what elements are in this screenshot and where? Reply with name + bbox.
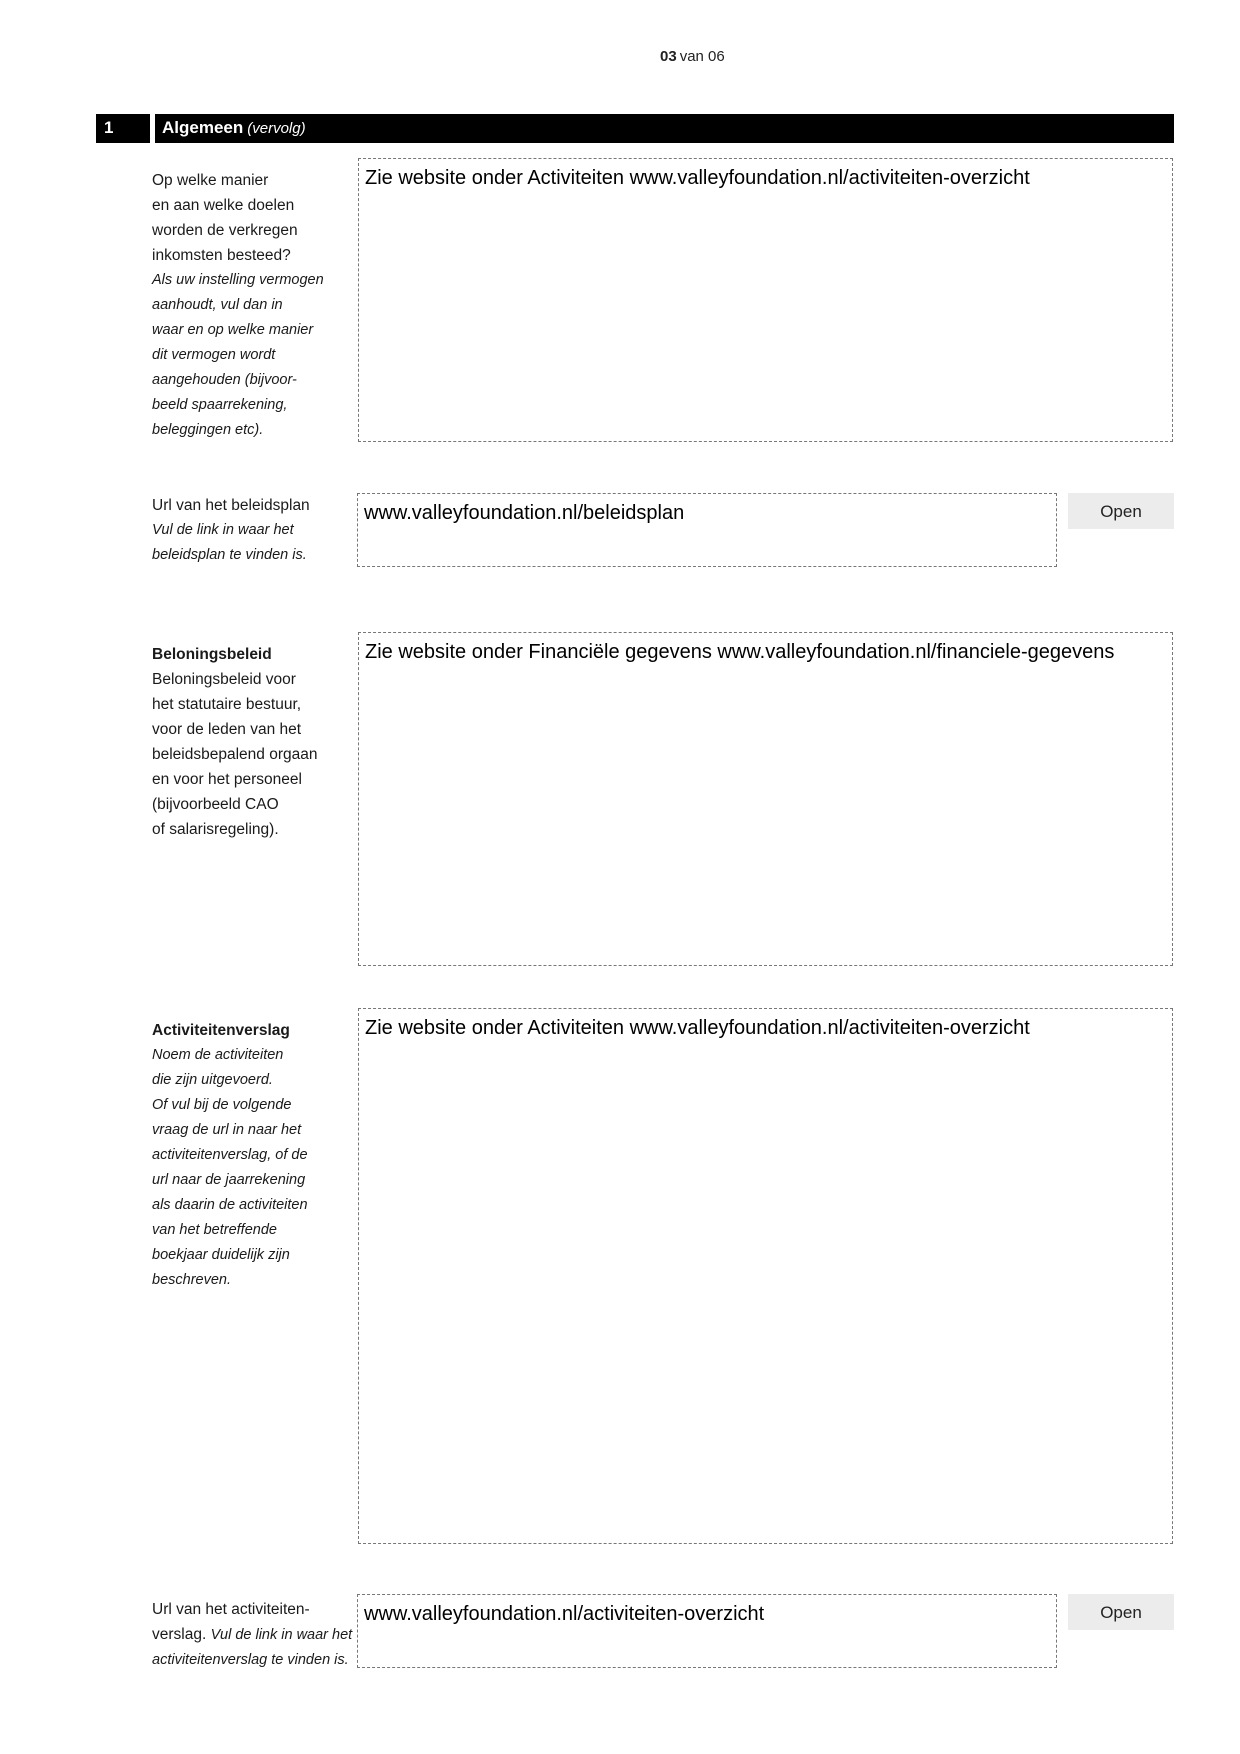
beloningsbeleid-line: voor de leden van het (152, 721, 302, 738)
open-activiteitenverslag-button[interactable]: Open (1068, 1594, 1174, 1630)
beloningsbeleid-line: beleidsbepalend orgaan (152, 746, 318, 763)
beleidsplan-url-line: Url van het beleidsplan (152, 497, 310, 514)
beleidsplan-url-value: www.valleyfoundation.nl/beleidsplan (364, 502, 685, 524)
page-number (660, 48, 780, 65)
page-current: 03 (660, 48, 677, 65)
beleidsplan-url-hint-line: Vul de link in waar het (152, 522, 294, 538)
beleidsplan-url-label (152, 493, 352, 568)
activiteitenverslag-url-label (152, 1597, 362, 1673)
activiteitenverslag-hint-line: vraag de url in naar het (152, 1122, 302, 1138)
beloningsbeleid-line: Beloningsbeleid voor (152, 671, 296, 688)
activiteitenverslag-url-hint-line: activiteitenverslag te vinden is. (152, 1652, 349, 1668)
activiteitenverslag-hint-line: als daarin de activiteiten (152, 1197, 308, 1213)
beleidsplan-url-hint-line: beleidsplan te vinden is. (152, 547, 307, 563)
besteding-textarea[interactable] (358, 158, 1173, 442)
section-title: Algemeen (162, 118, 244, 137)
besteding-hint-line: beleggingen etc). (152, 422, 264, 438)
activiteitenverslag-url-value: www.valleyfoundation.nl/activiteiten-overzicht (364, 1603, 765, 1625)
beloningsbeleid-line: (bijvoorbeeld CAO (152, 796, 279, 813)
activiteitenverslag-url-normal: verslag. (152, 1626, 207, 1643)
activiteitenverslag-value: Zie website onder Activiteiten www.valleyfoundation.nl/activiteiten-overzicht (365, 1017, 1030, 1039)
beloningsbeleid-textarea[interactable] (358, 632, 1173, 966)
activiteitenverslag-hint-line: beschreven. (152, 1272, 231, 1288)
besteding-line: worden de verkregen (152, 222, 298, 239)
activiteitenverslag-hint-line: Noem de activiteiten (152, 1047, 284, 1063)
activiteitenverslag-textarea[interactable] (358, 1008, 1173, 1544)
besteding-hint-line: dit vermogen wordt (152, 347, 276, 363)
activiteitenverslag-hint-line: boekjaar duidelijk zijn (152, 1247, 290, 1263)
besteding-hint-line: waar en op welke manier (152, 322, 314, 338)
activiteitenverslag-hint-line: van het betreffende (152, 1222, 277, 1238)
beloningsbeleid-line: het statutaire bestuur, (152, 696, 302, 713)
beleidsplan-url-input[interactable] (357, 493, 1057, 567)
beloningsbeleid-label (152, 642, 352, 842)
activiteitenverslag-heading: Activiteitenverslag (152, 1022, 290, 1039)
activiteitenverslag-url-line-mixed (152, 1622, 362, 1648)
section-subtitle: (vervolg) (247, 120, 306, 137)
besteding-line: inkomsten besteed? (152, 247, 291, 264)
beloningsbeleid-value: Zie website onder Financiële gegevens www.valleyfoundation.nl/financiele-gegevens (365, 641, 1115, 663)
activiteitenverslag-url-hint: Vul de link in waar het (210, 1627, 353, 1643)
activiteitenverslag-hint-line: die zijn uitgevoerd. (152, 1072, 273, 1088)
open-beleidsplan-button[interactable]: Open (1068, 493, 1174, 529)
activiteitenverslag-hint-line: url naar de jaarrekening (152, 1172, 306, 1188)
activiteitenverslag-url-input[interactable] (357, 1594, 1057, 1668)
section-number: 1 (96, 114, 150, 143)
besteding-label (152, 168, 352, 443)
activiteitenverslag-url-line: Url van het activiteiten- (152, 1601, 310, 1618)
besteding-value: Zie website onder Activiteiten www.valleyfoundation.nl/activiteiten-overzicht (365, 167, 1030, 189)
page-total: van 06 (679, 48, 725, 65)
besteding-hint-line: beeld spaarrekening, (152, 397, 288, 413)
besteding-line: Op welke manier (152, 172, 269, 189)
activiteitenverslag-hint-line: activiteitenverslag, of de (152, 1147, 308, 1163)
beloningsbeleid-line: en voor het personeel (152, 771, 302, 788)
besteding-hint-line: aanhoudt, vul dan in (152, 297, 283, 313)
section-title-bar (155, 114, 1174, 143)
besteding-line: en aan welke doelen (152, 197, 295, 214)
beloningsbeleid-line: of salarisregeling). (152, 821, 279, 838)
besteding-hint-line: aangehouden (bijvoor- (152, 372, 297, 388)
section-header (96, 114, 1174, 143)
activiteitenverslag-hint-line: Of vul bij de volgende (152, 1097, 292, 1113)
besteding-hint-line: Als uw instelling vermogen (152, 272, 324, 288)
beloningsbeleid-heading: Beloningsbeleid (152, 646, 272, 663)
activiteitenverslag-label (152, 1018, 352, 1293)
